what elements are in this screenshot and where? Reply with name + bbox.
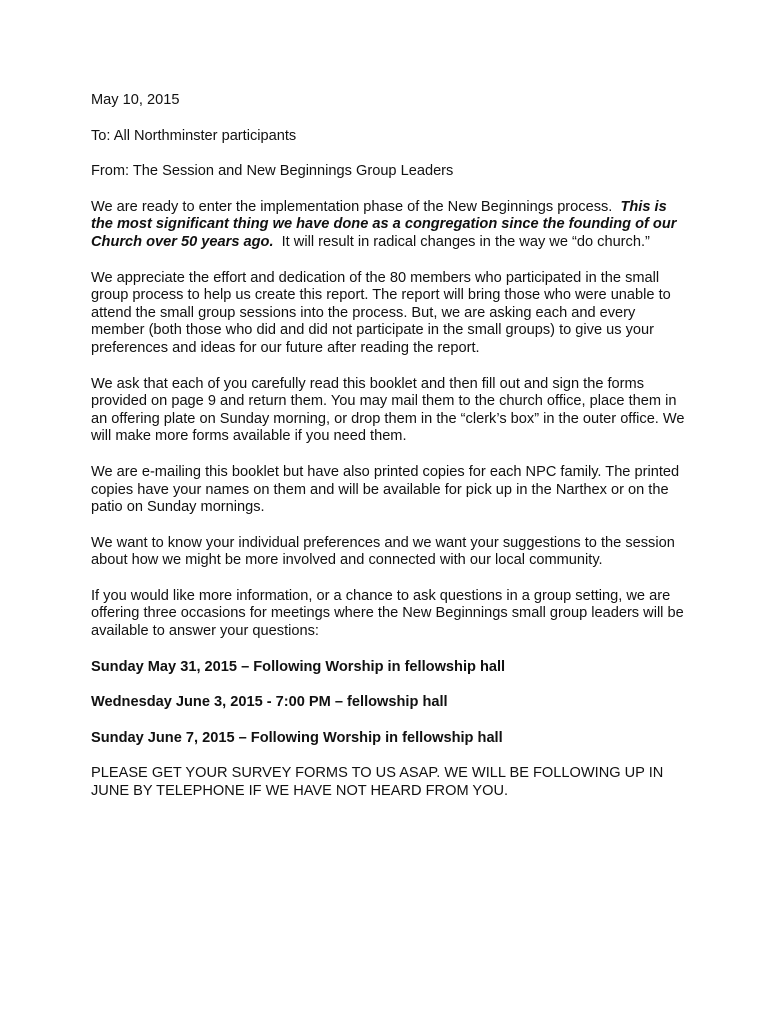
paragraph-implementation-intro: We are ready to enter the implementation phase of the New Beginnings process.	[91, 198, 613, 215]
letter-sender: From: The Session and New Beginnings Group Leaders	[91, 163, 454, 180]
letter-page	[91, 92, 691, 819]
paragraph-booklet: We are e-mailing this booklet but have also printed copies for each NPC family. The printed copies have your names on them and will be available for pick up in the Narthex or on the patio on Sunday mornings.	[91, 463, 680, 516]
closing-notice: PLEASE GET YOUR SURVEY FORMS TO US ASAP. WE WILL BE FOLLOWING UP IN JUNE BY TELEPHONE IF WE HAVE NOT HEARD FROM YOU.	[91, 765, 664, 800]
meeting-item: Sunday May 31, 2015 – Following Worship in fellowship hall	[91, 658, 506, 675]
paragraph-appreciation: We appreciate the effort and dedication of the 80 members who participated in the small group process to help us create this report. The report will bring those who were unable to attend the small group sessions into the process. But, we are asking each and every member (both those who did and did not participate in the small groups) to give us your preferences and ideas for our future after reading the report.	[91, 269, 671, 356]
paragraph-implementation	[91, 199, 691, 252]
letter-recipient: To: All Northminster participants	[91, 127, 297, 144]
paragraph-instructions: We ask that each of you carefully read this booklet and then fill out and sign the forms provided on page 9 and return them. You may mail them to the church office, place them in an offering plate on Sunday morning, or drop them in the “clerk’s box” in the outer office. We will make more forms available if you need them.	[91, 375, 685, 445]
paragraph-implementation-emphasis: This is the most significant thing we have done as a congregation since the founding of our Church over 50 years ago.	[91, 198, 677, 250]
letter-date: May 10, 2015	[91, 92, 180, 108]
meeting-item: Wednesday June 3, 2015 - 7:00 PM – fellowship hall	[91, 694, 448, 711]
meeting-item: Sunday June 7, 2015 – Following Worship in fellowship hall	[91, 729, 503, 746]
paragraph-preferences: We want to know your individual preferences and we want your suggestions to the session about how we might be more involved and connected with our local community.	[91, 534, 675, 569]
paragraph-implementation-outro: It will result in radical changes in the way we “do church.”	[281, 233, 650, 250]
paragraph-meetings-intro: If you would like more information, or a chance to ask questions in a group setting, we are offering three occasions for meetings where the New Beginnings small group leaders will be available to answer your questions:	[91, 587, 684, 640]
